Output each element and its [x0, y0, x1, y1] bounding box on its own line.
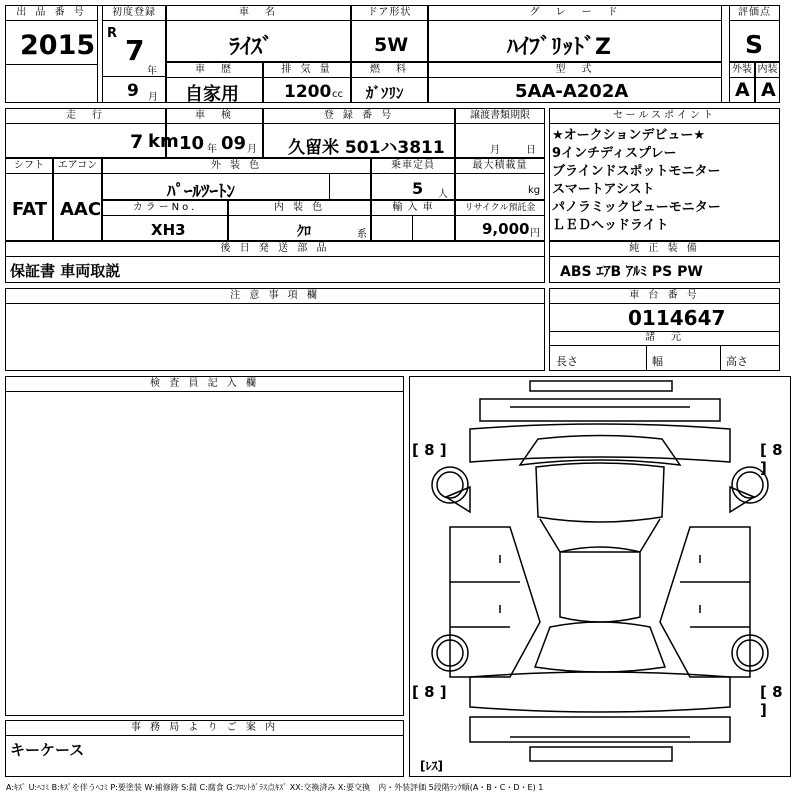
first-registration-label: 初度登録 [103, 6, 165, 21]
inspection-month-unit: 月 [247, 144, 257, 155]
sales-point-item: パノラミックビューモニター [552, 200, 721, 215]
office-label: 事 務 局 よ り ご 案 内 [6, 721, 403, 736]
score-value: S [745, 30, 764, 59]
lot-number-value: 2015 [20, 30, 96, 61]
sales-point-item: 9インチディスプレー [552, 146, 677, 161]
door-cell [351, 5, 428, 62]
door-label: ドア形状 [352, 6, 427, 21]
displacement-label: 排 気 量 [264, 63, 350, 78]
tire-front-left-value: [ 8 ] [412, 441, 447, 459]
exterior-value: A [735, 79, 750, 101]
registration-number-label: 登 録 番 号 [264, 109, 454, 124]
inspection-year: 10 [179, 133, 205, 154]
lot-number-label: 出 品 番 号 [6, 6, 97, 21]
exterior-label: 外装 [730, 63, 754, 78]
transfer-day-unit: 日 [526, 145, 536, 156]
width-label: 幅 [652, 355, 663, 368]
inspection-year-unit: 年 [207, 144, 217, 155]
fuel-cell [351, 62, 428, 103]
height-label: 高さ [726, 355, 748, 368]
interior-color-value: ｸﾛ [297, 224, 311, 240]
grade-label: グ レ ー ド [429, 6, 721, 21]
mileage-cell [5, 108, 179, 158]
shift-value: FAT [12, 199, 48, 220]
first-registration-cell [102, 5, 166, 103]
recycle-unit: 円 [530, 228, 540, 239]
legend-text: A:ｷｽﾞ U:ﾍｺﾐ B:ｷｽﾞを伴うﾍｺﾐ P:要塗装 W:補修跡 S:錆 C:腐食 G:ﾌﾛﾝﾄｶﾞﾗｽ点ｷｽﾞ XX:交換済み X:要交換 内・外装評価 5段階ﾗﾝｸ順(A・B・C・D・E) 1 [6, 783, 544, 792]
chassis-label: 車 台 番 号 [550, 289, 779, 304]
capacity-cell [371, 158, 455, 200]
interior-label: 内装 [756, 63, 779, 78]
model-cell [428, 62, 722, 103]
tire-front-right-value: [ 8 ] [760, 441, 783, 477]
aircon-cell [53, 158, 102, 241]
score-label: 評価点 [730, 6, 779, 21]
inspection-cell [166, 108, 263, 158]
notes-label: 注 意 事 項 欄 [6, 289, 544, 304]
chassis-cell [549, 288, 780, 371]
model-label: 型 式 [429, 63, 721, 78]
exterior-color-label: 外 装 色 [103, 159, 370, 174]
interior-color-unit: 系 [357, 229, 367, 240]
fuel-value: ｶﾞｿﾘﾝ [366, 84, 404, 102]
inspector-cell [5, 376, 404, 716]
history-cell [166, 62, 263, 103]
first-registration-year: 7 [125, 34, 145, 67]
car-name-label: 車 名 [167, 6, 350, 21]
inspector-label: 検 査 員 記 入 欄 [6, 377, 403, 392]
sales-points-cell [549, 108, 780, 241]
equipment-value: ABS ｴｱB ｱﾙﾐ PS PW [560, 264, 703, 280]
recycle-cell [455, 200, 545, 241]
era-value: R [107, 26, 118, 41]
interior-color-cell [228, 200, 371, 241]
grade-value: ﾊｲﾌﾞﾘｯﾄﾞZ [507, 35, 611, 60]
history-value: 自家用 [185, 84, 239, 105]
later-parts-cell [5, 241, 545, 283]
mileage-label: 走 行 [6, 109, 165, 124]
later-parts-value: 保証書 車両取説 [10, 262, 121, 280]
sales-points-label: セールスポイント [550, 109, 779, 124]
import-label: 輸 入 車 [372, 201, 454, 216]
dimensions-label: 諸 元 [550, 331, 779, 346]
interior-color-label: 内 装 色 [229, 201, 370, 216]
registration-number-value: 久留米 501ハ3811 [288, 138, 445, 158]
grade-cell [428, 5, 722, 62]
max-load-unit: kg [528, 185, 541, 196]
shift-cell [5, 158, 53, 241]
car-name-value: ﾗｲｽﾞ [229, 35, 274, 60]
fuel-label: 燃 料 [352, 63, 427, 78]
equipment-cell [549, 241, 780, 283]
office-cell [5, 720, 404, 777]
tire-rear-right-value: [ 8 ] [760, 683, 783, 719]
displacement-value: 1200 [284, 82, 332, 102]
score-cell [729, 5, 780, 62]
sales-point-item: ★オークションデビュー★ [552, 128, 706, 143]
import-cell [371, 200, 455, 241]
spare-tire-value: [ﾚｽ] [420, 759, 443, 773]
year-unit: 年 [147, 66, 157, 77]
month-unit: 月 [148, 92, 158, 103]
door-value: 5W [374, 34, 409, 56]
capacity-value: 5 [412, 179, 424, 198]
car-name-cell [166, 5, 351, 62]
tire-rear-left-value: [ 8 ] [412, 683, 447, 701]
sales-point-item: ブラインドスポットモニター [552, 164, 721, 179]
history-label: 車 歴 [167, 63, 262, 78]
color-number-value: XH3 [151, 221, 186, 239]
sales-points-list [552, 127, 721, 235]
car-diagram-cell [409, 376, 791, 777]
recycle-value: 9,000 [482, 220, 530, 238]
recycle-label: リサイクル預託金 [456, 201, 544, 216]
lot-number-cell [5, 5, 98, 103]
aircon-value: AAC [60, 199, 102, 220]
transfer-deadline-cell [455, 108, 545, 158]
model-value: 5AA-A202A [515, 81, 629, 102]
exterior-score-cell [729, 62, 755, 103]
car-outline-diagram [410, 377, 790, 776]
aircon-label: エアコン [54, 159, 101, 174]
max-load-label: 最大積載量 [456, 159, 544, 174]
exterior-color-value: ﾊﾟｰﾙﾂｰﾄﾝ [167, 182, 235, 202]
displacement-cell [263, 62, 351, 103]
color-number-cell [102, 200, 228, 241]
transfer-deadline-label: 譲渡書類期限 [456, 109, 544, 124]
shift-label: シフト [6, 159, 52, 174]
mileage-value: 7 [130, 131, 144, 153]
later-parts-label: 後 日 発 送 部 品 [6, 242, 544, 257]
inspection-label: 車 検 [167, 109, 262, 124]
sales-point-item: スマートアシスト [552, 182, 655, 197]
mileage-unit: km [148, 131, 179, 152]
length-label: 長さ [556, 355, 578, 368]
inspection-month: 09 [221, 133, 247, 154]
color-number-label: カラーNo. [103, 201, 227, 216]
interior-value: A [761, 79, 776, 101]
capacity-unit: 人 [438, 189, 448, 200]
chassis-value: 0114647 [628, 306, 726, 330]
displacement-unit: cc [332, 89, 343, 100]
transfer-month-unit: 月 [490, 145, 500, 156]
equipment-label: 純 正 装 備 [550, 242, 779, 257]
interior-score-cell [755, 62, 780, 103]
office-value: キーケース [10, 741, 85, 759]
registration-number-cell [263, 108, 455, 158]
capacity-label: 乗車定員 [372, 159, 454, 174]
notes-cell [5, 288, 545, 371]
first-registration-month: 9 [127, 81, 139, 101]
max-load-cell [455, 158, 545, 200]
sales-point-item: ＬＥＤヘッドライト [552, 218, 669, 233]
exterior-color-cell [102, 158, 371, 200]
